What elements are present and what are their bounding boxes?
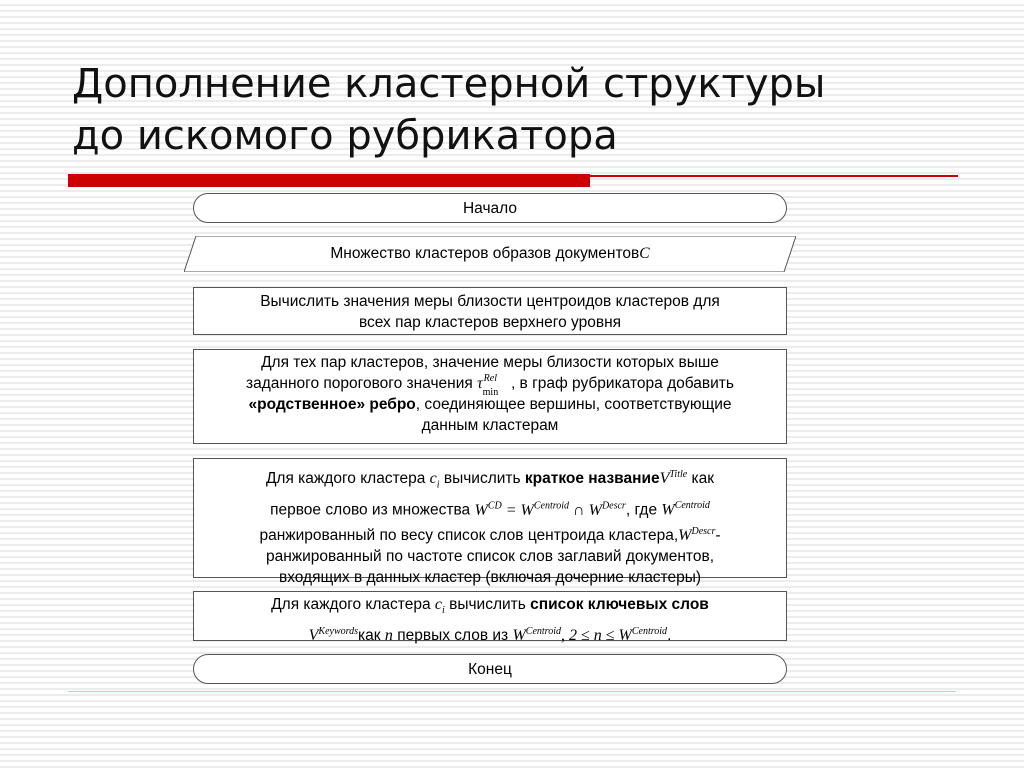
- cluster-var-i: i: [436, 479, 440, 491]
- slide-title: [72, 58, 972, 162]
- flow-input-text: Множество кластеров образов документов: [330, 245, 640, 262]
- step3-line1-c: как: [687, 470, 715, 488]
- threshold-tau: τ: [477, 375, 483, 392]
- title-var-V: V: [659, 470, 670, 488]
- step3-line3-a: ранжированный по весу список слов центроида кластера,: [259, 526, 679, 544]
- step2-line4: данным кластерам: [421, 417, 559, 434]
- w-centroid-sup-2: Centroid: [674, 500, 710, 512]
- step1-line2: всех пар кластеров верхнего уровня: [358, 314, 622, 331]
- step4-bold-keywords: список ключевых слов: [530, 596, 709, 613]
- kw-var-sup: Keywords: [318, 626, 359, 638]
- w-symbol-7: W: [618, 627, 632, 645]
- flow-end: [193, 654, 787, 684]
- intersection-sign: ∩: [569, 501, 589, 519]
- step3-line2-a: первое слово из множества: [270, 501, 475, 519]
- step2-line2: [208, 372, 772, 398]
- kw-var-V: V: [308, 627, 319, 645]
- step3-line2: [208, 495, 772, 520]
- step4-line1-a: Для каждого кластера: [271, 596, 435, 613]
- w-cd-sup: CD: [487, 500, 502, 512]
- threshold-sub: min: [482, 386, 499, 398]
- flow-step-compute-similarity: [193, 287, 787, 335]
- step4-line2-b: первых слов из: [392, 627, 513, 645]
- flow-input: [184, 236, 796, 272]
- step3-line1-b: вычислить: [439, 470, 525, 488]
- step4-line1-b: вычислить: [444, 596, 531, 613]
- w-centroid-sup: Centroid: [533, 500, 570, 512]
- step3-line3: [208, 521, 772, 546]
- w-descr-sup: Descr: [601, 500, 626, 512]
- flow-end-label: Конец: [468, 660, 512, 678]
- step2-bold-edge: «родственное» ребро: [248, 396, 416, 413]
- w-descr-sup-2: Descr: [691, 525, 716, 537]
- w-centroid-sup-3: Centroid: [525, 626, 561, 638]
- step3-bold-title: краткое название: [524, 470, 660, 488]
- step2-line1: Для тех пар кластеров, значение меры близости которых выше: [261, 354, 719, 371]
- step3-line3-b: -: [715, 526, 721, 544]
- title-underline-bar: [68, 174, 590, 187]
- step3-line4: ранжированный по частоте список слов заглавий документов,: [265, 547, 715, 565]
- flow-input-var: C: [639, 245, 650, 262]
- step4-line2-a: как: [358, 627, 385, 645]
- title-underline-thin: [590, 175, 958, 177]
- step4-ineq-b: ≤: [601, 627, 619, 645]
- step2-line3-rest: , соединяющее вершины, соответствующие: [415, 396, 732, 413]
- w-symbol-6: W: [512, 627, 526, 645]
- equals-sign: =: [501, 501, 521, 519]
- w-symbol: W: [474, 501, 488, 519]
- cluster-var-c: c: [429, 470, 437, 488]
- footer-rule: [68, 691, 956, 692]
- step3-line5: входящих в данных кластер (включая дочерние кластеры): [278, 568, 702, 586]
- n-var-2: n: [593, 627, 602, 645]
- w-symbol-2: W: [520, 501, 534, 519]
- w-symbol-5: W: [678, 526, 692, 544]
- flow-step-cluster-title: [193, 458, 787, 586]
- flow-step-keywords: [193, 591, 787, 645]
- threshold-sup: Rel: [483, 372, 497, 384]
- step3-line1: [208, 464, 772, 495]
- w-centroid-sup-4: Centroid: [631, 626, 668, 638]
- cluster-var-c-2: c: [434, 596, 442, 613]
- slide-title-line2: до искомого рубрикатора: [72, 113, 618, 159]
- flow-start-label: Начало: [462, 199, 517, 217]
- step4-line1: [208, 594, 772, 621]
- w-symbol-3: W: [588, 501, 602, 519]
- step1-line1: Вычислить значения меры близости центроидов кластеров для: [260, 293, 720, 310]
- step2-line2-text-a: заданного порогового значения: [246, 375, 478, 392]
- step4-period: .: [667, 627, 672, 645]
- formula-wcd: [475, 502, 626, 519]
- n-var: n: [384, 627, 393, 645]
- step4-line2: [208, 621, 772, 646]
- step4-ineq-a: , 2 ≤: [560, 627, 594, 645]
- step3-line2-b: , где: [625, 501, 662, 519]
- title-var-sup: Title: [669, 469, 688, 480]
- w-symbol-4: W: [661, 501, 675, 519]
- cluster-var-i-2: i: [442, 605, 445, 617]
- flow-step-add-edges: [193, 349, 787, 444]
- step2-line2-text-b: , в граф рубрикатора добавить: [506, 375, 734, 392]
- slide-title-line1: Дополнение кластерной структуры: [72, 61, 826, 107]
- threshold-indices: [482, 372, 507, 398]
- step3-line1-a: Для каждого кластера: [265, 470, 430, 488]
- flow-start: [193, 193, 787, 223]
